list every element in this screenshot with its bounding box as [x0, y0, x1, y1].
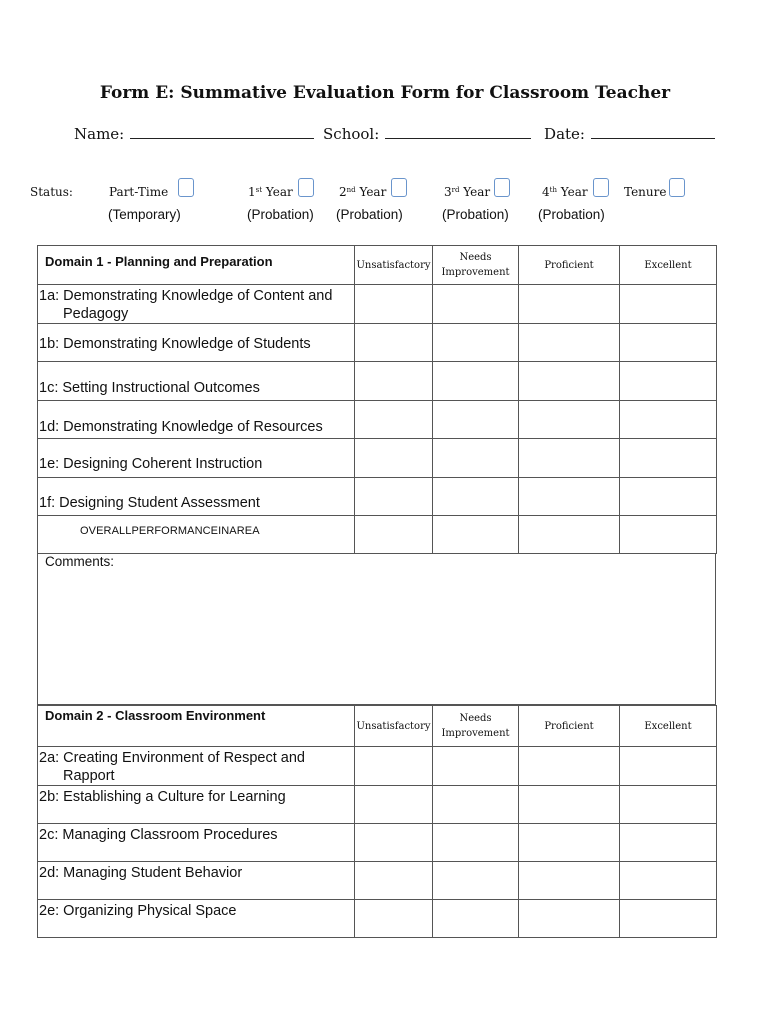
improvement-line: Improvement [441, 728, 510, 739]
table-row [38, 862, 717, 900]
rating-cell-excellent[interactable] [620, 324, 717, 362]
ordinal: 3 [444, 185, 452, 199]
status-label: Status: [30, 185, 73, 199]
name-label: Name: [74, 125, 125, 143]
rating-cell-proficient[interactable] [519, 478, 620, 516]
status-tenure-label: Tenure [624, 185, 667, 199]
rating-cell-needs-improvement[interactable] [433, 900, 519, 938]
ordinal: 1 [248, 185, 256, 199]
status-part-time-note: (Temporary) [108, 207, 181, 222]
overall-performance-label: OVERALLPERFORMANCEINAREA [38, 516, 355, 554]
rating-cell-proficient[interactable] [519, 362, 620, 401]
rating-cell-unsatisfactory[interactable] [355, 786, 433, 824]
rating-cell-unsatisfactory[interactable] [355, 747, 433, 786]
date-field[interactable] [591, 126, 715, 139]
rating-cell-excellent[interactable] [620, 900, 717, 938]
criterion-label: 1e: Designing Coherent Instruction [38, 439, 355, 478]
needs-improvement-header [433, 706, 519, 747]
rating-cell-unsatisfactory[interactable] [355, 285, 433, 324]
rating-cell-unsatisfactory[interactable] [355, 516, 433, 554]
criterion-label: 1b: Demonstrating Knowledge of Students [38, 324, 355, 362]
rating-cell-needs-improvement[interactable] [433, 439, 519, 478]
rating-cell-unsatisfactory[interactable] [355, 900, 433, 938]
table-row [38, 401, 717, 439]
rating-cell-excellent[interactable] [620, 362, 717, 401]
ordinal-suffix: st [255, 186, 263, 194]
criterion-label [38, 285, 355, 324]
criterion-text-cont: Pedagogy [63, 306, 129, 322]
rating-cell-excellent[interactable] [620, 862, 717, 900]
table-row [38, 324, 717, 362]
status-4th-year-label [542, 185, 588, 199]
rating-cell-unsatisfactory[interactable] [355, 862, 433, 900]
criterion-label: 1c: Setting Instructional Outcomes [38, 362, 355, 401]
status-1st-year-checkbox[interactable] [298, 178, 314, 197]
rating-cell-proficient[interactable] [519, 824, 620, 862]
status-text: Year [556, 185, 588, 199]
rating-cell-needs-improvement[interactable] [433, 862, 519, 900]
school-label: School: [323, 125, 380, 143]
rating-cell-proficient[interactable] [519, 786, 620, 824]
rating-cell-unsatisfactory[interactable] [355, 362, 433, 401]
overall-row [38, 516, 717, 554]
ordinal-suffix: th [549, 186, 557, 194]
status-1st-year-label [248, 185, 293, 199]
proficient-header: Proficient [519, 706, 620, 747]
status-3rd-year-note: (Probation) [442, 207, 509, 222]
criterion-text: 2a: Creating Environment of Respect and [39, 750, 305, 766]
status-1st-year-note: (Probation) [247, 207, 314, 222]
form-title: Form E: Summative Evaluation Form for Classroom Teacher [99, 83, 671, 103]
ordinal: 2 [339, 185, 347, 199]
status-text: Year [355, 185, 387, 199]
status-part-time-label: Part-Time [109, 185, 169, 199]
ordinal: 4 [542, 185, 550, 199]
rating-cell-excellent[interactable] [620, 516, 717, 554]
criterion-label: 2c: Managing Classroom Procedures [38, 824, 355, 862]
date-label: Date: [544, 125, 585, 143]
status-2nd-year-checkbox[interactable] [391, 178, 407, 197]
rating-cell-excellent[interactable] [620, 747, 717, 786]
table-row [38, 285, 717, 324]
domain-2-table [37, 705, 717, 938]
criterion-text-cont: Rapport [63, 768, 115, 784]
rating-cell-proficient[interactable] [519, 439, 620, 478]
rating-cell-proficient[interactable] [519, 900, 620, 938]
improvement-line: Improvement [441, 267, 510, 278]
unsatisfactory-header: Unsatisfactory [355, 246, 433, 285]
rating-cell-unsatisfactory[interactable] [355, 824, 433, 862]
excellent-header: Excellent [620, 246, 717, 285]
status-3rd-year-label [444, 185, 490, 199]
domain-2-header-row [38, 706, 717, 747]
rating-cell-excellent[interactable] [620, 824, 717, 862]
table-row [38, 439, 717, 478]
header-fields [74, 125, 715, 143]
excellent-header: Excellent [620, 706, 717, 747]
proficient-header: Proficient [519, 246, 620, 285]
table-row [38, 747, 717, 786]
status-2nd-year-note: (Probation) [336, 207, 403, 222]
rating-cell-proficient[interactable] [519, 324, 620, 362]
rating-cell-unsatisfactory[interactable] [355, 324, 433, 362]
rating-cell-needs-improvement[interactable] [433, 786, 519, 824]
rating-cell-excellent[interactable] [620, 478, 717, 516]
status-tenure-checkbox[interactable] [669, 178, 685, 197]
table-row [38, 900, 717, 938]
domain-1-header-row [38, 246, 717, 285]
status-4th-year-note: (Probation) [538, 207, 605, 222]
school-field[interactable] [385, 126, 531, 139]
criterion-label: 2e: Organizing Physical Space [38, 900, 355, 938]
rating-cell-proficient[interactable] [519, 862, 620, 900]
rating-cell-excellent[interactable] [620, 786, 717, 824]
rating-cell-unsatisfactory[interactable] [355, 439, 433, 478]
unsatisfactory-header: Unsatisfactory [355, 706, 433, 747]
status-text: Year [459, 185, 491, 199]
rating-cell-proficient[interactable] [519, 401, 620, 439]
criterion-label: 2b: Establishing a Culture for Learning [38, 786, 355, 824]
needs-improvement-header [433, 246, 519, 285]
rating-cell-excellent[interactable] [620, 285, 717, 324]
criterion-text: 1a: Demonstrating Knowledge of Content and [39, 288, 333, 304]
criterion-label: 1f: Designing Student Assessment [38, 478, 355, 516]
table-row [38, 824, 717, 862]
rating-cell-excellent[interactable] [620, 439, 717, 478]
domain-1-table [37, 245, 717, 554]
criterion-label [38, 747, 355, 786]
table-row [38, 362, 717, 401]
rating-cell-excellent[interactable] [620, 401, 717, 439]
rating-cell-needs-improvement[interactable] [433, 478, 519, 516]
comments-label: Comments: [45, 554, 115, 569]
status-4th-year-checkbox[interactable] [593, 178, 609, 197]
needs-line: Needs [459, 713, 492, 724]
rating-cell-needs-improvement[interactable] [433, 285, 519, 324]
needs-line: Needs [459, 252, 492, 263]
criterion-label: 2d: Managing Student Behavior [38, 862, 355, 900]
rating-cell-needs-improvement[interactable] [433, 362, 519, 401]
domain-1-title: Domain 1 - Planning and Preparation [38, 246, 355, 285]
criterion-label: 1d: Demonstrating Knowledge of Resources [38, 401, 355, 439]
status-3rd-year-checkbox[interactable] [494, 178, 510, 197]
rating-cell-proficient[interactable] [519, 747, 620, 786]
rating-cell-needs-improvement[interactable] [433, 824, 519, 862]
status-2nd-year-label [339, 185, 386, 199]
ordinal-suffix: rd [451, 186, 460, 194]
rating-cell-needs-improvement[interactable] [433, 401, 519, 439]
domain-2-title: Domain 2 - Classroom Environment [38, 706, 355, 747]
table-row [38, 478, 717, 516]
rating-cell-proficient[interactable] [519, 285, 620, 324]
comments-box[interactable] [37, 553, 716, 705]
ordinal-suffix: nd [346, 186, 356, 194]
rating-cell-needs-improvement[interactable] [433, 516, 519, 554]
rating-cell-needs-improvement[interactable] [433, 324, 519, 362]
table-row [38, 786, 717, 824]
rating-cell-unsatisfactory[interactable] [355, 401, 433, 439]
name-field[interactable] [130, 126, 314, 139]
status-text: Year [262, 185, 293, 199]
rating-cell-proficient[interactable] [519, 516, 620, 554]
status-part-time-checkbox[interactable] [178, 178, 194, 197]
rating-cell-unsatisfactory[interactable] [355, 478, 433, 516]
rating-cell-needs-improvement[interactable] [433, 747, 519, 786]
